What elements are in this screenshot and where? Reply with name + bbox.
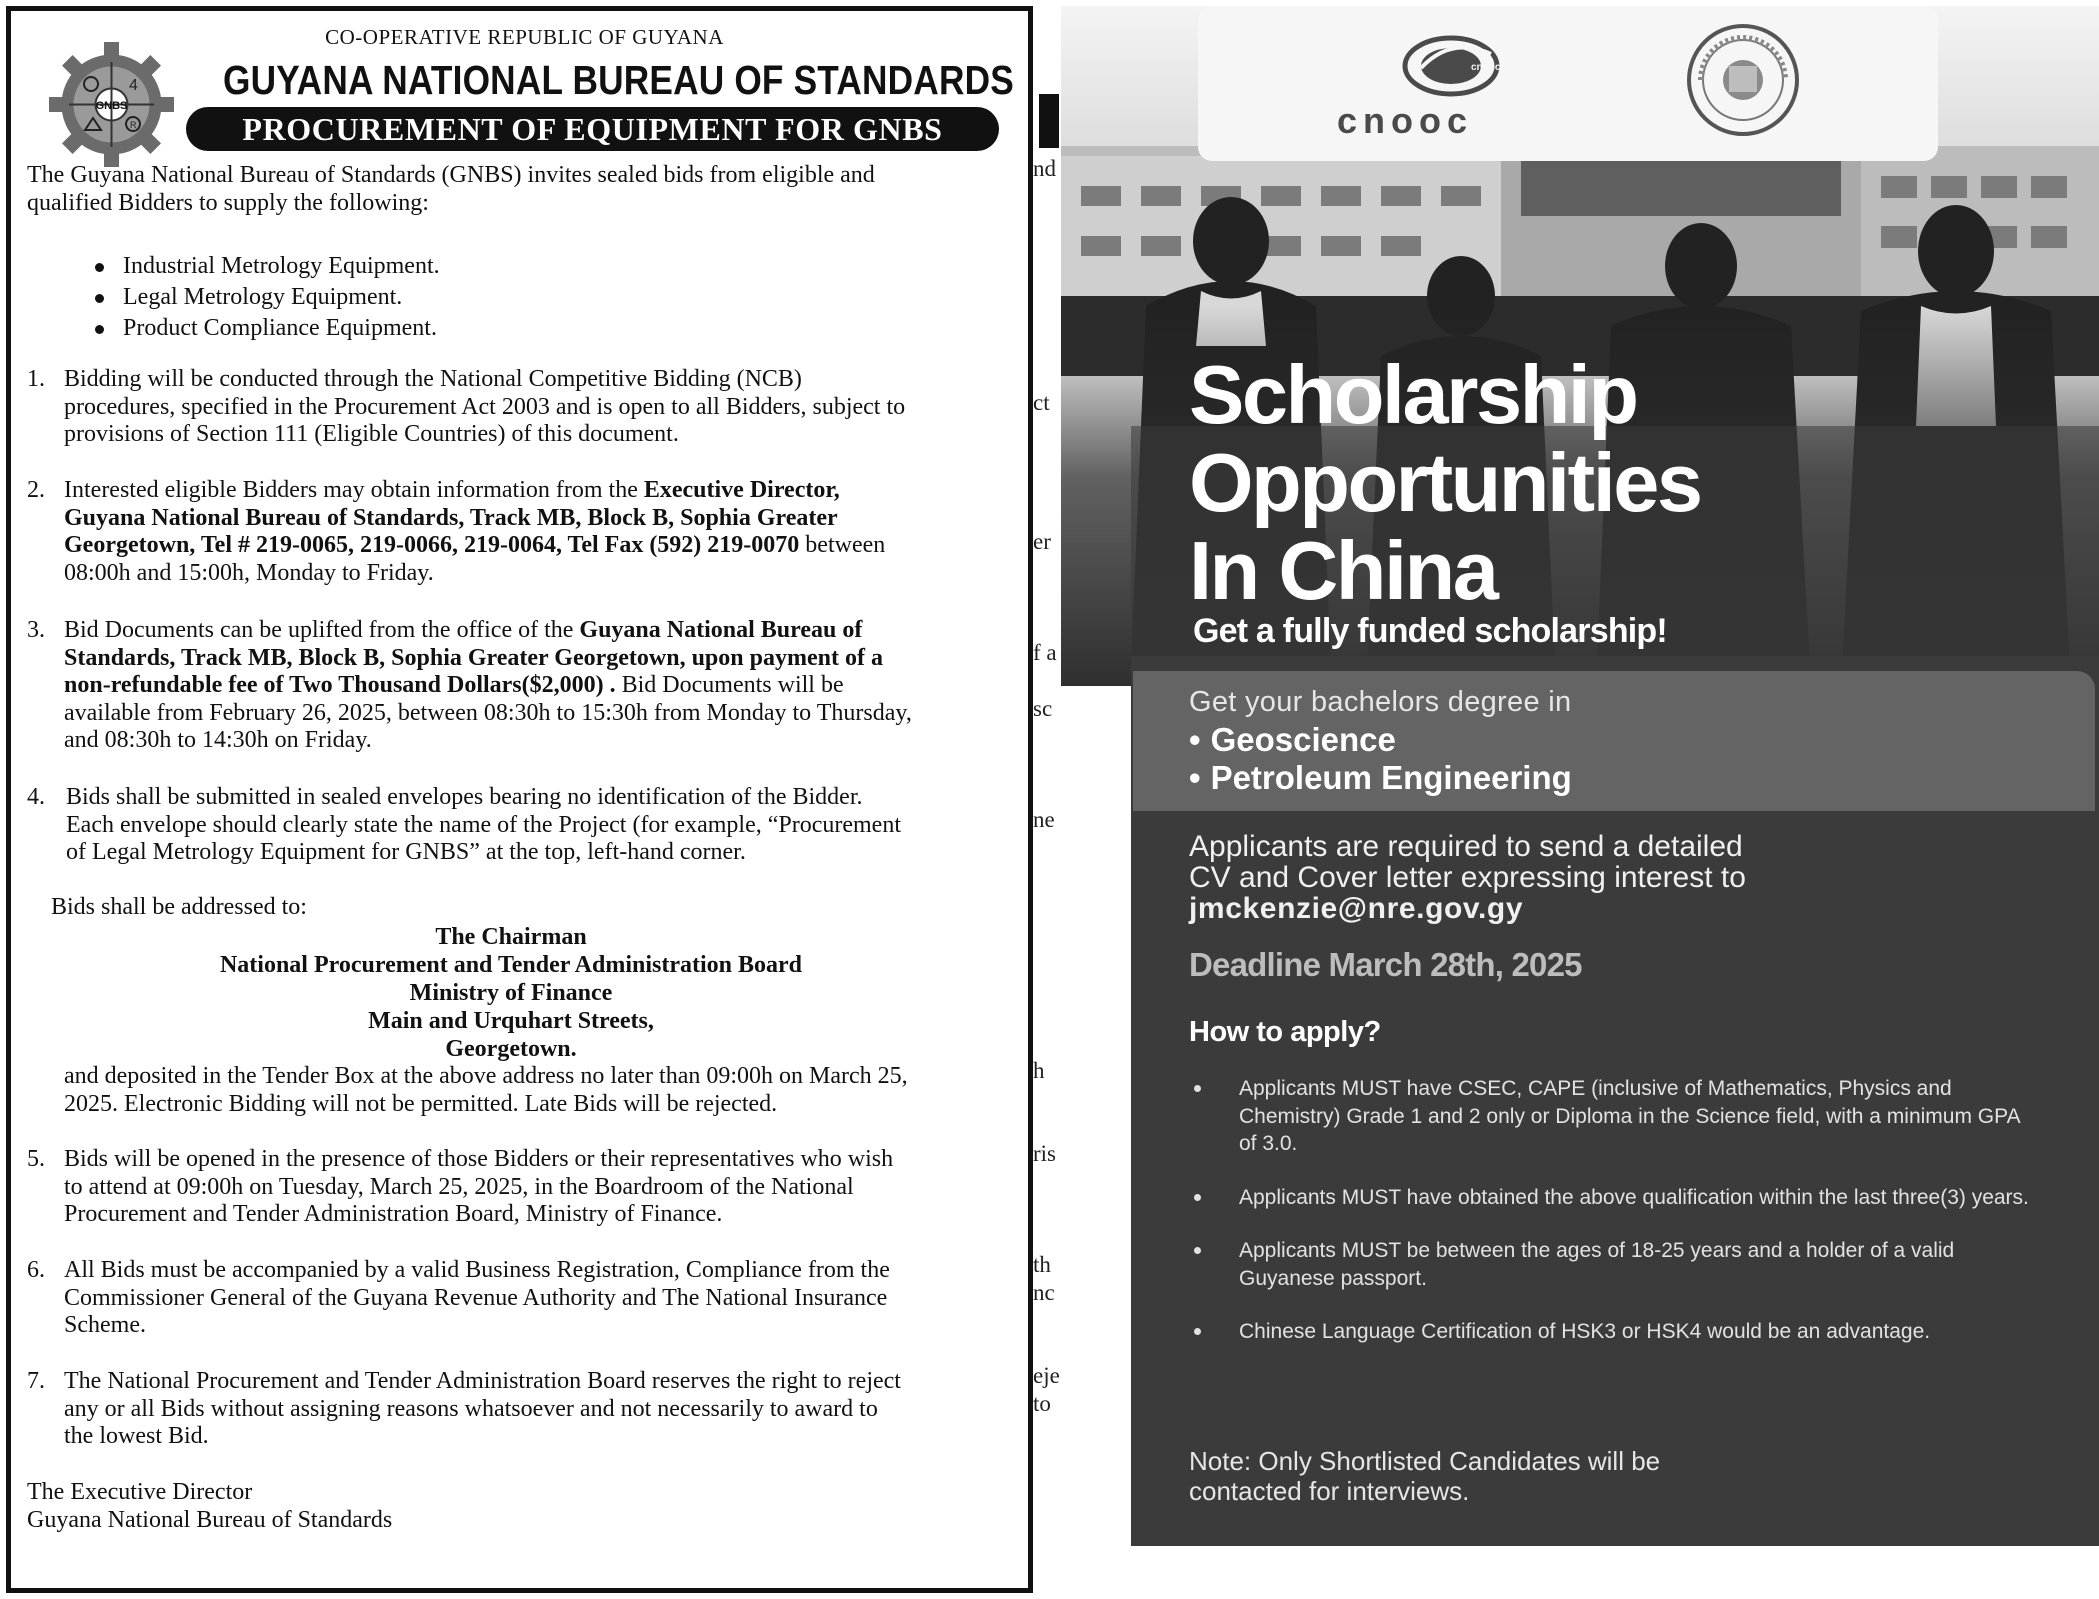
clause-line: 08:00h and 15:00h, Monday to Friday. bbox=[64, 559, 434, 586]
how-to-apply-heading: How to apply? bbox=[1189, 1016, 1381, 1048]
headline-line: Opportunities bbox=[1189, 436, 1701, 529]
clause-line: the lowest Bid. bbox=[64, 1423, 209, 1450]
scholarship-headline bbox=[1189, 348, 1701, 617]
text-fragment: eje bbox=[1033, 1363, 1060, 1388]
clause-bold-text: Executive Director, bbox=[643, 477, 840, 503]
text-fragment: ne bbox=[1033, 807, 1055, 832]
clause-bold-text: Guyana National Bureau of Standards, Track MB, Block B, Sophia Greater bbox=[64, 504, 838, 531]
adjacent-banner-fragment bbox=[1039, 94, 1059, 148]
clause-4 bbox=[27, 784, 1027, 867]
clause-line: and deposited in the Tender Box at the above address no later than 09:00h on March 25, bbox=[64, 1063, 908, 1089]
text-fragment: ct bbox=[1033, 390, 1050, 415]
list-item: Legal Metrology Equipment. bbox=[87, 282, 440, 313]
banner-text: PROCUREMENT OF EQUIPMENT FOR GNBS bbox=[242, 111, 943, 147]
ministry-of-natural-resources-seal-icon bbox=[1689, 26, 1797, 134]
clause-number: 3. bbox=[27, 617, 45, 643]
headline-line: Scholarship bbox=[1189, 348, 1637, 441]
svg-text:R: R bbox=[130, 120, 137, 130]
degree-intro: Get your bachelors degree in bbox=[1189, 686, 1572, 718]
text-fragment: nd bbox=[1033, 156, 1056, 181]
clause-line: available from February 26, 2025, between 08:30h to 15:30h from Monday to Thursday, bbox=[64, 699, 912, 726]
intro-paragraph bbox=[27, 162, 1027, 217]
clause-1 bbox=[27, 366, 1027, 449]
clause-line: 2025. Electronic Bidding will not be permitted. Late Bids will be rejected. bbox=[64, 1090, 778, 1117]
clause-line: Procurement and Tender Administration Board, Ministry of Finance. bbox=[64, 1201, 723, 1228]
text-fragment: ris bbox=[1033, 1141, 1056, 1166]
clause-line: and 08:30h to 14:30h on Friday. bbox=[64, 727, 372, 754]
list-item: Applicants MUST have obtained the above qualification within the last three(3) years. bbox=[1191, 1184, 2031, 1212]
requirements-list bbox=[1191, 1075, 2031, 1372]
clause-line: Bids shall be submitted in sealed envelopes bearing no identification of the Bidder. bbox=[66, 784, 863, 810]
address-line: Main and Urquhart Streets, bbox=[368, 1008, 654, 1034]
clause-number: 7. bbox=[27, 1368, 45, 1394]
clause-3 bbox=[27, 617, 1027, 755]
clause-line: procedures, specified in the Procurement Act 2003 and is open to all Bidders, subject to bbox=[64, 393, 906, 420]
clause-line: Commissioner General of the Guyana Revenue Authority and The National Insurance bbox=[64, 1284, 888, 1311]
intro-line: The Guyana National Bureau of Standards (GNBS) invites sealed bids from eligible and bbox=[27, 162, 875, 188]
adjacent-column-fragments bbox=[1033, 6, 1061, 1593]
sub-headline: Get a fully funded scholarship! bbox=[1193, 612, 1667, 650]
text-fragment: er bbox=[1033, 529, 1051, 554]
clause-line: to attend at 09:00h on Tuesday, March 25, 2025, in the Boardroom of the National bbox=[64, 1173, 854, 1200]
clause-line: of Legal Metrology Equipment for GNBS” at the top, left-hand corner. bbox=[66, 839, 746, 866]
text-fragment: th bbox=[1033, 1252, 1051, 1277]
clause-line: The National Procurement and Tender Administration Board reserves the right to reject bbox=[64, 1368, 901, 1394]
address-line: The Chairman bbox=[435, 924, 587, 950]
clause-number: 1. bbox=[27, 366, 45, 392]
clause-bold-text: Standards, Track MB, Block B, Sophia Greater Georgetown, upon payment of a bbox=[64, 644, 883, 671]
equipment-list bbox=[87, 251, 440, 344]
intro-line: qualified Bidders to supply the following: bbox=[27, 189, 429, 216]
agency-title: GUYANA NATIONAL BUREAU OF STANDARDS bbox=[223, 57, 1014, 103]
clause-2 bbox=[27, 477, 1027, 587]
procurement-banner bbox=[186, 107, 999, 151]
clause-5 bbox=[27, 1146, 1027, 1229]
address-line: Ministry of Finance bbox=[409, 980, 613, 1006]
instruction-line: Applicants are required to send a detailed bbox=[1189, 830, 1743, 863]
clause-line: any or all Bids without assigning reasons whatsoever and not necessarily to award to bbox=[64, 1395, 878, 1422]
list-item: Chinese Language Certification of HSK3 or HSK4 would be an advantage. bbox=[1191, 1318, 2031, 1346]
clause-number: 6. bbox=[27, 1257, 45, 1283]
cnooc-emblem-text: cnooc bbox=[1471, 62, 1501, 73]
text-fragment: f a bbox=[1033, 640, 1057, 665]
list-item: Applicants MUST have CSEC, CAPE (inclusive of Mathematics, Physics and Chemistry) Grade 1 and 2 only or Diploma in the Science field, with a minimum GPA of 3.0. bbox=[1191, 1075, 2031, 1158]
headline-line: In China bbox=[1189, 524, 1497, 617]
clause-line: Scheme. bbox=[64, 1312, 146, 1339]
gnbs-procurement-notice bbox=[6, 6, 1033, 1593]
cnooc-logo-text: cnooc bbox=[1337, 100, 1474, 141]
degree-list bbox=[1189, 721, 1572, 797]
contact-phones: Georgetown, Tel # 219-0065, 219-0066, 219-0064, Tel Fax (592) 219-0070 bbox=[64, 532, 800, 559]
signature-line: The Executive Director bbox=[27, 1479, 253, 1505]
application-instructions bbox=[1189, 831, 1746, 924]
clause-text: between bbox=[799, 532, 886, 559]
signature-block bbox=[27, 1479, 1027, 1534]
text-fragment: sc bbox=[1033, 696, 1053, 721]
addressed-to: Bids shall be addressed to: bbox=[51, 894, 307, 920]
clause-number: 4. bbox=[27, 784, 45, 810]
list-item: Industrial Metrology Equipment. bbox=[87, 251, 440, 282]
svg-text:4: 4 bbox=[129, 77, 138, 94]
clause-text: Bid Documents will be bbox=[615, 672, 844, 699]
logo-text: GNBS bbox=[95, 100, 128, 112]
address-line: Georgetown. bbox=[445, 1036, 577, 1062]
tender-address bbox=[11, 923, 1011, 1063]
contact-email: jmckenzie@nre.gov.gy bbox=[1189, 892, 1524, 925]
clause-6 bbox=[27, 1257, 1027, 1340]
scholarship-advert bbox=[1061, 6, 2099, 1593]
deadline: Deadline March 28th, 2025 bbox=[1189, 946, 1582, 983]
instruction-line: CV and Cover letter expressing interest to bbox=[1189, 861, 1746, 894]
list-item: Product Compliance Equipment. bbox=[87, 313, 440, 344]
signature-line: Guyana National Bureau of Standards bbox=[27, 1506, 393, 1533]
clause-line: All Bids must be accompanied by a valid Business Registration, Compliance from the bbox=[64, 1257, 890, 1283]
note-line: Note: Only Shortlisted Candidates will be bbox=[1189, 1446, 1661, 1476]
shortlist-note bbox=[1189, 1446, 1660, 1506]
clause-line: Each envelope should clearly state the name of the Project (for example, “Procurement bbox=[66, 811, 901, 838]
clause-line: Bids will be opened in the presence of those Bidders or their representatives who wish bbox=[64, 1146, 894, 1172]
clause-7 bbox=[27, 1368, 1027, 1451]
clause-number: 5. bbox=[27, 1146, 45, 1172]
text-fragment: to bbox=[1033, 1391, 1051, 1416]
deposit-instructions bbox=[64, 1063, 1033, 1118]
clause-bold-text: Guyana National Bureau of bbox=[579, 617, 863, 643]
fee-text: non-refundable fee of Two Thousand Dollars($2,000) . bbox=[64, 672, 616, 699]
clause-line: Bidding will be conducted through the National Competitive Bidding (NCB) bbox=[64, 366, 802, 392]
clause-text: Bid Documents can be uplifted from the office of the bbox=[64, 617, 580, 643]
text-fragment: nc bbox=[1033, 1280, 1055, 1305]
text-fragment: h bbox=[1033, 1058, 1045, 1083]
list-item: • Petroleum Engineering bbox=[1189, 759, 1572, 797]
list-item: • Geoscience bbox=[1189, 721, 1572, 759]
note-line: contacted for interviews. bbox=[1189, 1476, 1470, 1506]
address-line: National Procurement and Tender Administration Board bbox=[219, 952, 803, 978]
clause-number: 2. bbox=[27, 477, 45, 503]
gnbs-gear-logo-icon bbox=[49, 42, 174, 167]
clause-text: Interested eligible Bidders may obtain information from the bbox=[64, 477, 644, 503]
republic-heading: CO-OPERATIVE REPUBLIC OF GUYANA bbox=[325, 25, 724, 49]
clause-line: provisions of Section 111 (Eligible Countries) of this document. bbox=[64, 421, 679, 448]
list-item: Applicants MUST be between the ages of 18-25 years and a holder of a valid Guyanese passport. bbox=[1191, 1237, 2031, 1292]
